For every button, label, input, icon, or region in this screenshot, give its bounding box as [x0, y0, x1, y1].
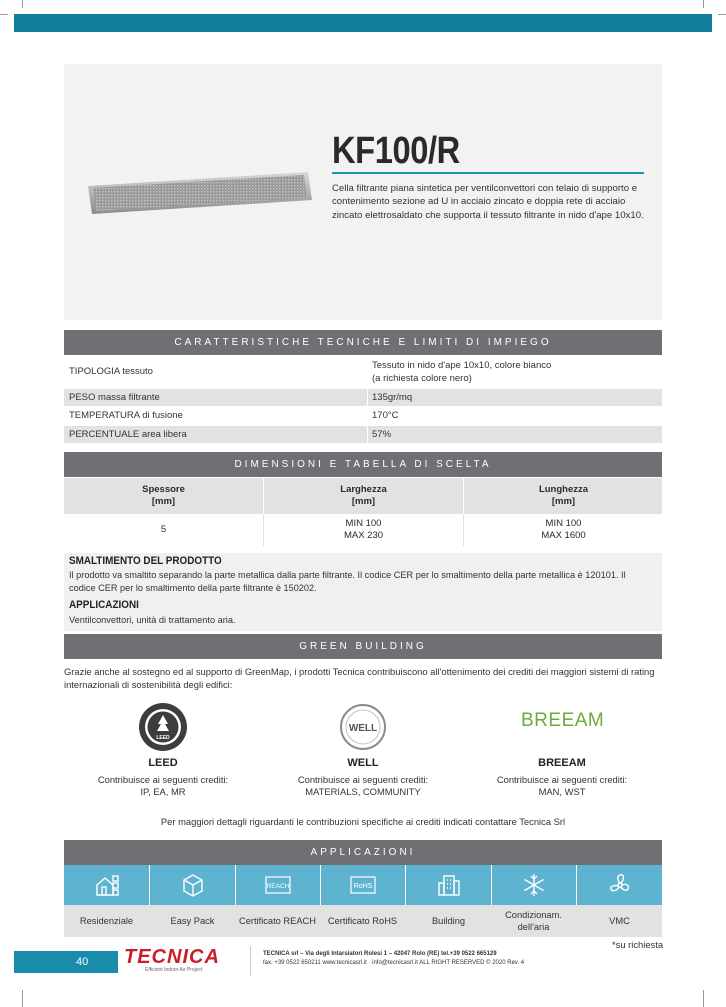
application-labels-row — [64, 905, 662, 937]
spec-value: 170°C — [367, 407, 399, 425]
spec-value: 135gr/mq — [367, 389, 412, 406]
leed-credits — [83, 774, 243, 798]
applications-section-header: APPLICAZIONI — [64, 840, 662, 865]
dim-value-length — [464, 514, 663, 546]
spec-label: TEMPERATURA di fusione — [69, 410, 183, 421]
credits-list: IP, EA, MR — [140, 786, 186, 797]
credits-label: Contribuisce ai seguenti crediti: — [97, 774, 229, 785]
dim-header-unit: [mm] — [151, 496, 176, 507]
applications-heading: APPLICAZIONI — [69, 599, 139, 611]
title-underline — [332, 172, 644, 174]
dim-value: MAX 230 — [343, 530, 384, 541]
dim-header-thickness — [64, 478, 263, 514]
disposal-text: Il prodotto va smaltito separando la parte metallica dalla parte filtrante. Il codice CER per lo smaltimento della parte metallica è 120101. Il codice CER per lo smaltimento della parte filtrante è 150202. — [69, 570, 626, 593]
dim-value: MIN 100 — [545, 518, 582, 529]
rohs-icon — [320, 865, 405, 905]
specs-section-header: CARATTERISTICHE TECNICHE E LIMITI DI IMPIEGO — [64, 330, 662, 355]
app-label-reach: Certificato REACH — [239, 916, 316, 926]
dim-value-thickness — [64, 514, 263, 546]
spec-value: 57% — [367, 426, 391, 443]
credits-list: MATERIALS, COMMUNITY — [305, 786, 421, 797]
breeam-logo: BREEAM — [521, 710, 605, 731]
breeam-name: BREEAM — [538, 757, 586, 769]
leed-logo-text: LEED — [156, 735, 170, 741]
applications-text: Ventilconvettori, unità di trattamento aria. — [69, 615, 236, 625]
spec-row — [64, 356, 662, 388]
leed-name: LEED — [148, 757, 178, 769]
dim-header-label: Spessore — [142, 484, 185, 495]
product-info-box — [64, 553, 662, 631]
dim-value: 5 — [160, 524, 167, 535]
dim-header-label: Lunghezza — [538, 484, 589, 495]
product-hero — [64, 64, 662, 320]
leed-logo — [138, 702, 188, 752]
dim-header-unit: [mm] — [551, 496, 576, 507]
footer-address: TECNICA srl – Via degli Intarsiatori Rolesi 1 – 42047 Rolo (RE) tel.+39 0522 665129 — [263, 951, 497, 957]
app-label-air-conditioning: Condizionam. dell'aria — [505, 910, 562, 932]
crop-mark — [0, 14, 8, 15]
product-description: Cella filtrante piana sintetica per ventilconvettori con telaio di supporto e contenimento sezione ad U in acciaio zincato e doppia rete di acciaio zincato elettrosaldato che supporta il tessuto filtrante in nido d'ape 10x10. — [332, 183, 644, 221]
contact-note: Per maggiori dettagli riguardanti le contribuzioni specifiche ai crediti indicati contattare Tecnica Srl — [160, 816, 566, 827]
spec-row — [64, 426, 662, 443]
disposal-heading: SMALTIMENTO DEL PRODOTTO — [69, 555, 222, 567]
dimensions-table-header — [64, 478, 662, 514]
fan-icon — [577, 865, 662, 905]
crop-mark — [22, 0, 23, 8]
box-icon — [150, 865, 235, 905]
dim-header-unit: [mm] — [351, 496, 376, 507]
breeam-credits — [482, 774, 642, 798]
spec-label: PERCENTUALE area libera — [69, 429, 187, 440]
dimensions-table-row — [64, 514, 662, 546]
filter-product-image — [84, 170, 314, 216]
spec-label: TIPOLOGIA tessuto — [69, 366, 153, 377]
dim-header-label: Larghezza — [340, 484, 387, 495]
dim-header-length — [464, 478, 663, 514]
spec-value-line: (a richiesta colore nero) — [372, 373, 472, 384]
page-number: 40 — [14, 951, 118, 973]
spec-row — [64, 389, 662, 406]
product-title: KF100/R — [332, 130, 460, 172]
building-icon — [406, 865, 491, 905]
snowflake-icon — [491, 865, 576, 905]
house-icon — [64, 865, 149, 905]
footer-divider — [250, 946, 251, 976]
footer-contact — [263, 950, 524, 968]
brand-tagline: Efficient Indoor Air Project — [145, 967, 203, 973]
app-label-rohs: Certificato RoHS — [327, 916, 398, 926]
top-accent-bar — [14, 14, 712, 32]
crop-mark — [718, 14, 726, 15]
on-request-note: *su richiesta — [612, 939, 664, 950]
app-label-building: Building — [431, 916, 466, 926]
credits-label: Contribuisce ai seguenti crediti: — [297, 774, 429, 785]
reach-icon-text: REACH — [266, 883, 289, 890]
credits-label: Contribuisce ai seguenti crediti: — [496, 774, 628, 785]
dimensions-section-header: DIMENSIONI E TABELLA DI SCELTA — [64, 452, 662, 477]
dim-value-width — [264, 514, 463, 546]
tecnica-logo: TECNICA — [124, 946, 220, 968]
green-building-intro: Grazie anche al sostegno ed al supporto di GreenMap, i prodotti Tecnica contribuiscono all'ottenimento dei crediti dei maggiori sistemi di rating internazionali di sostenibilità degli edifici: — [64, 666, 655, 690]
spec-label: PESO massa filtrante — [69, 392, 160, 403]
spec-row — [64, 407, 662, 425]
spec-value — [367, 356, 551, 388]
crop-mark — [703, 990, 704, 1007]
crop-mark — [22, 990, 23, 1007]
app-label-easy-pack: Easy Pack — [170, 916, 215, 926]
app-label-residential: Residenziale — [79, 916, 134, 926]
dim-value: MAX 1600 — [541, 530, 586, 541]
reach-icon — [235, 865, 320, 905]
app-label-vmc: VMC — [609, 916, 630, 926]
well-logo — [338, 702, 388, 752]
rohs-icon-text: RoHS — [353, 883, 372, 890]
credits-list: MAN, WST — [538, 786, 586, 797]
crop-mark — [703, 0, 704, 8]
well-credits — [283, 774, 443, 798]
dim-header-width — [264, 478, 463, 514]
dim-value: MIN 100 — [345, 518, 382, 529]
spec-value-line: Tessuto in nido d'ape 10x10, colore bianco — [372, 360, 552, 371]
green-building-header: GREEN BUILDING — [64, 634, 662, 659]
application-icons-strip — [64, 865, 662, 905]
footer-web-rights: fax. +39 0522 650211 www.tecnicasrl.it · info@tecnicasrl.it ALL RIGHT RESERVED © 2020 Rev. 4 — [263, 960, 525, 966]
well-name: WELL — [347, 757, 379, 769]
well-logo-text: WELL — [348, 723, 378, 734]
